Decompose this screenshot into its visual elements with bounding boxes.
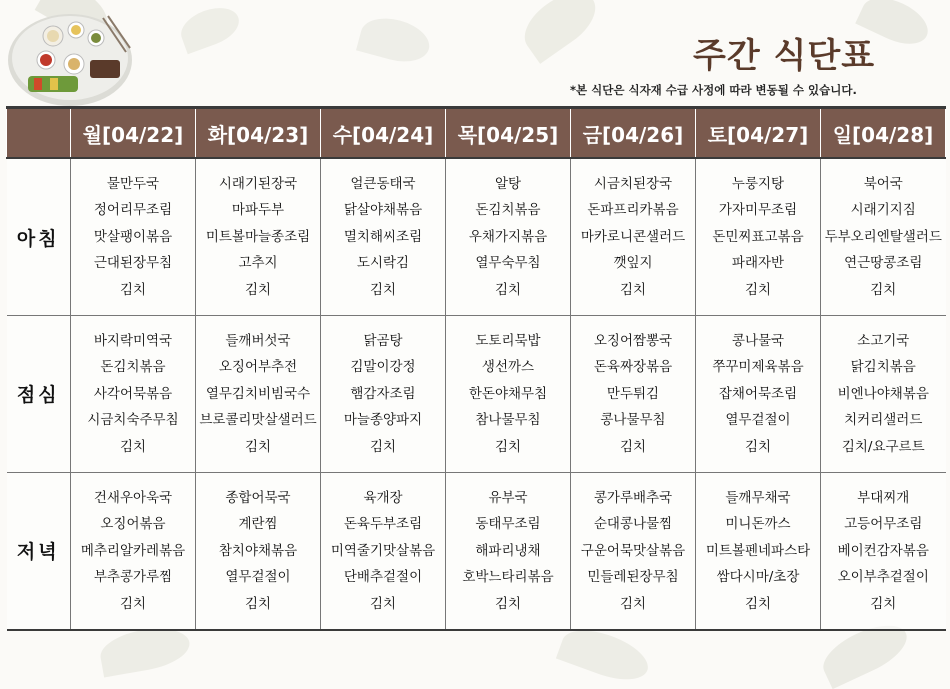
dish-item: 오이부추겉절이 <box>837 569 929 586</box>
dish-item: 참나물무침 <box>475 412 541 429</box>
meal-row-dinner <box>7 472 946 630</box>
menu-cell-dinner-wed <box>321 472 446 630</box>
dish-item: 미트볼마늘종조림 <box>205 228 311 245</box>
dish-item: 해파리냉채 <box>475 542 541 559</box>
dish-item: 김치 <box>244 281 272 298</box>
dish-item: 오징어짬뽕국 <box>593 332 673 349</box>
day-header-thu: 목[04/25] <box>446 108 571 159</box>
dish-item: 소고기국 <box>857 332 910 349</box>
dish-item: 메추리알카레볶음 <box>80 542 186 559</box>
dish-item: 열무숙무침 <box>475 255 541 272</box>
menu-cell-breakfast-tue <box>196 158 321 316</box>
day-header-row <box>7 108 946 159</box>
dish-item: 김치 <box>744 438 772 455</box>
korean-food-plate-illustration <box>8 8 133 108</box>
dish-item: 만두튀김 <box>606 385 660 402</box>
day-header-fri: 금[04/26] <box>571 108 696 159</box>
menu-cell-lunch-wed <box>321 316 446 473</box>
menu-cell-lunch-thu <box>446 316 571 473</box>
dish-item: 깻잎지 <box>613 255 653 272</box>
dish-item: 김치 <box>244 438 272 455</box>
dish-item: 김치 <box>119 595 147 612</box>
dish-item: 김치 <box>494 281 522 298</box>
dish-item: 한돈야채무침 <box>468 385 548 402</box>
dish-item: 종합어묵국 <box>225 489 291 506</box>
dish-item: 잡채어묵조림 <box>718 385 798 402</box>
dish-item: 김치 <box>494 595 522 612</box>
dish-item: 비엔나야채볶음 <box>837 385 929 402</box>
dish-item: 도토리묵밥 <box>475 332 541 349</box>
dish-item: 미니돈까스 <box>725 516 791 533</box>
dish-item: 콩가루배추국 <box>593 489 673 506</box>
dish-item: 김치 <box>244 595 272 612</box>
dish-item: 멸치해씨조림 <box>343 228 423 245</box>
dish-item: 브로콜리맛살샐러드 <box>199 412 317 429</box>
dish-item: 부추콩가루찜 <box>93 569 173 586</box>
dish-item: 햄감자조림 <box>350 385 416 402</box>
dish-item: 들깨무채국 <box>725 489 791 506</box>
dish-item: 김치 <box>619 595 647 612</box>
dish-item: 열무겉절이 <box>725 412 791 429</box>
dish-item: 단배추겉절이 <box>343 569 423 586</box>
dish-item: 오징어볶음 <box>100 516 166 533</box>
menu-cell-lunch-fri <box>571 316 696 473</box>
dish-item: 마카로니콘샐러드 <box>580 228 686 245</box>
dish-item: 도시락김 <box>356 255 410 272</box>
page-title: 주간 식단표 <box>693 36 876 76</box>
menu-cell-breakfast-fri <box>571 158 696 316</box>
dish-item: 김치 <box>870 595 897 612</box>
dish-item: 얼큰동태국 <box>350 175 416 192</box>
background-leaf-decoration <box>514 0 605 64</box>
dish-item: 시금치된장국 <box>593 175 673 192</box>
dish-item: 들깨버섯국 <box>225 332 291 349</box>
menu-cell-breakfast-sat <box>696 158 821 316</box>
dish-item: 김말이강정 <box>350 359 416 376</box>
dish-item: 열무겉절이 <box>225 569 291 586</box>
background-leaf-decoration <box>356 12 434 69</box>
dish-item: 육개장 <box>363 489 403 506</box>
dish-item: 김치 <box>619 281 647 298</box>
dish-item: 북어국 <box>863 175 903 192</box>
dish-item: 돈김치볶음 <box>100 359 166 376</box>
dish-item: 김치 <box>119 438 147 455</box>
dish-item: 알탕 <box>494 175 522 192</box>
menu-cell-lunch-sun <box>821 316 946 473</box>
dish-item: 부대찌개 <box>857 489 910 506</box>
menu-cell-lunch-tue <box>196 316 321 473</box>
meal-label-breakfast: 아침 <box>7 158 71 316</box>
dish-item: 물만두국 <box>106 175 160 192</box>
dish-item: 돈민찌표고볶음 <box>712 228 804 245</box>
background-leaf-decoration <box>176 1 244 54</box>
dish-item: 닭곰탕 <box>363 332 403 349</box>
dish-item: 고추지 <box>238 255 278 272</box>
meal-label-lunch: 점심 <box>7 316 71 473</box>
meal-row-lunch <box>7 316 946 473</box>
dish-item: 시래기지짐 <box>850 202 916 219</box>
day-header-tue: 화[04/23] <box>196 108 321 159</box>
day-header-wed: 수[04/24] <box>321 108 446 159</box>
menu-change-notice: *본 식단은 식자재 수급 사정에 따라 변동될 수 있습니다. <box>570 83 857 97</box>
menu-cell-dinner-mon <box>71 472 196 630</box>
weekly-menu-table <box>6 106 946 631</box>
menu-cell-dinner-fri <box>571 472 696 630</box>
dish-item: 맛살팽이볶음 <box>93 228 173 245</box>
dish-item: 돈육두부조림 <box>343 516 423 533</box>
menu-cell-lunch-sat <box>696 316 821 473</box>
menu-cell-breakfast-wed <box>321 158 446 316</box>
dish-item: 시금치숙주무침 <box>87 412 179 429</box>
menu-cell-breakfast-sun <box>821 158 946 316</box>
dish-item: 김치 <box>494 438 522 455</box>
dish-item: 마늘종양파지 <box>343 412 423 429</box>
dish-item: 민들레된장무침 <box>587 569 679 586</box>
dish-item: 닭김치볶음 <box>850 359 916 376</box>
dish-item: 김치 <box>369 438 397 455</box>
dish-item: 가자미무조림 <box>718 202 798 219</box>
dish-item: 베이컨감자볶음 <box>837 542 929 559</box>
dish-item: 파래자반 <box>731 255 785 272</box>
dish-item: 누룽지탕 <box>731 175 785 192</box>
dish-item: 정어리무조림 <box>93 202 173 219</box>
dish-item: 고등어무조림 <box>844 516 923 533</box>
dish-item: 건새우아욱국 <box>93 489 173 506</box>
menu-cell-breakfast-mon <box>71 158 196 316</box>
dish-item: 바지락미역국 <box>93 332 173 349</box>
dish-item: 콩나물무침 <box>600 412 666 429</box>
dish-item: 쭈꾸미제육볶음 <box>712 359 804 376</box>
dish-item: 우채가지볶음 <box>468 228 548 245</box>
dish-item: 동태무조림 <box>475 516 541 533</box>
background-leaf-decoration <box>556 621 654 689</box>
dish-item: 김치 <box>619 438 647 455</box>
menu-cell-lunch-mon <box>71 316 196 473</box>
dish-item: 김치/요구르트 <box>841 438 925 455</box>
dish-item: 치커리샐러드 <box>844 412 923 429</box>
dish-item: 미역줄기맛살볶음 <box>330 542 436 559</box>
dish-item: 돈파프리카볶음 <box>587 202 679 219</box>
header-corner <box>7 108 71 159</box>
dish-item: 김치 <box>870 281 897 298</box>
dish-item: 구운어묵맛살볶음 <box>580 542 686 559</box>
dish-item: 생선까스 <box>481 359 535 376</box>
menu-cell-breakfast-thu <box>446 158 571 316</box>
dish-item: 두부오리엔탈샐러드 <box>824 228 942 245</box>
dish-item: 김치 <box>744 595 772 612</box>
dish-item: 사각어묵볶음 <box>93 385 173 402</box>
dish-item: 호박느타리볶음 <box>462 569 554 586</box>
dish-item: 콩나물국 <box>731 332 785 349</box>
menu-cell-dinner-sun <box>821 472 946 630</box>
dish-item: 돈김치볶음 <box>475 202 541 219</box>
dish-item: 근대된장무침 <box>93 255 173 272</box>
menu-cell-dinner-sat <box>696 472 821 630</box>
meal-row-breakfast <box>7 158 946 316</box>
day-header-mon: 월[04/22] <box>71 108 196 159</box>
menu-cell-dinner-tue <box>196 472 321 630</box>
dish-item: 미트볼펜네파스타 <box>705 542 811 559</box>
dish-item: 김치 <box>369 281 397 298</box>
dish-item: 김치 <box>369 595 397 612</box>
dish-item: 시래기된장국 <box>218 175 298 192</box>
dish-item: 계란찜 <box>238 516 278 533</box>
dish-item: 연근땅콩조림 <box>844 255 923 272</box>
dish-item: 유부국 <box>488 489 528 506</box>
meal-label-dinner: 저녁 <box>7 472 71 630</box>
dish-item: 김치 <box>744 281 772 298</box>
dish-item: 김치 <box>119 281 147 298</box>
day-header-sun: 일[04/28] <box>821 108 946 159</box>
dish-item: 마파두부 <box>231 202 285 219</box>
dish-item: 참치야채볶음 <box>218 542 298 559</box>
dish-item: 쌈다시마/초장 <box>716 569 800 586</box>
day-header-sat: 토[04/27] <box>696 108 821 159</box>
dish-item: 닭살야채볶음 <box>343 202 423 219</box>
dish-item: 순대콩나물찜 <box>593 516 673 533</box>
menu-cell-dinner-thu <box>446 472 571 630</box>
dish-item: 돈육짜장볶음 <box>593 359 673 376</box>
dish-item: 오징어부추전 <box>218 359 298 376</box>
dish-item: 열무김치비빔국수 <box>205 385 311 402</box>
